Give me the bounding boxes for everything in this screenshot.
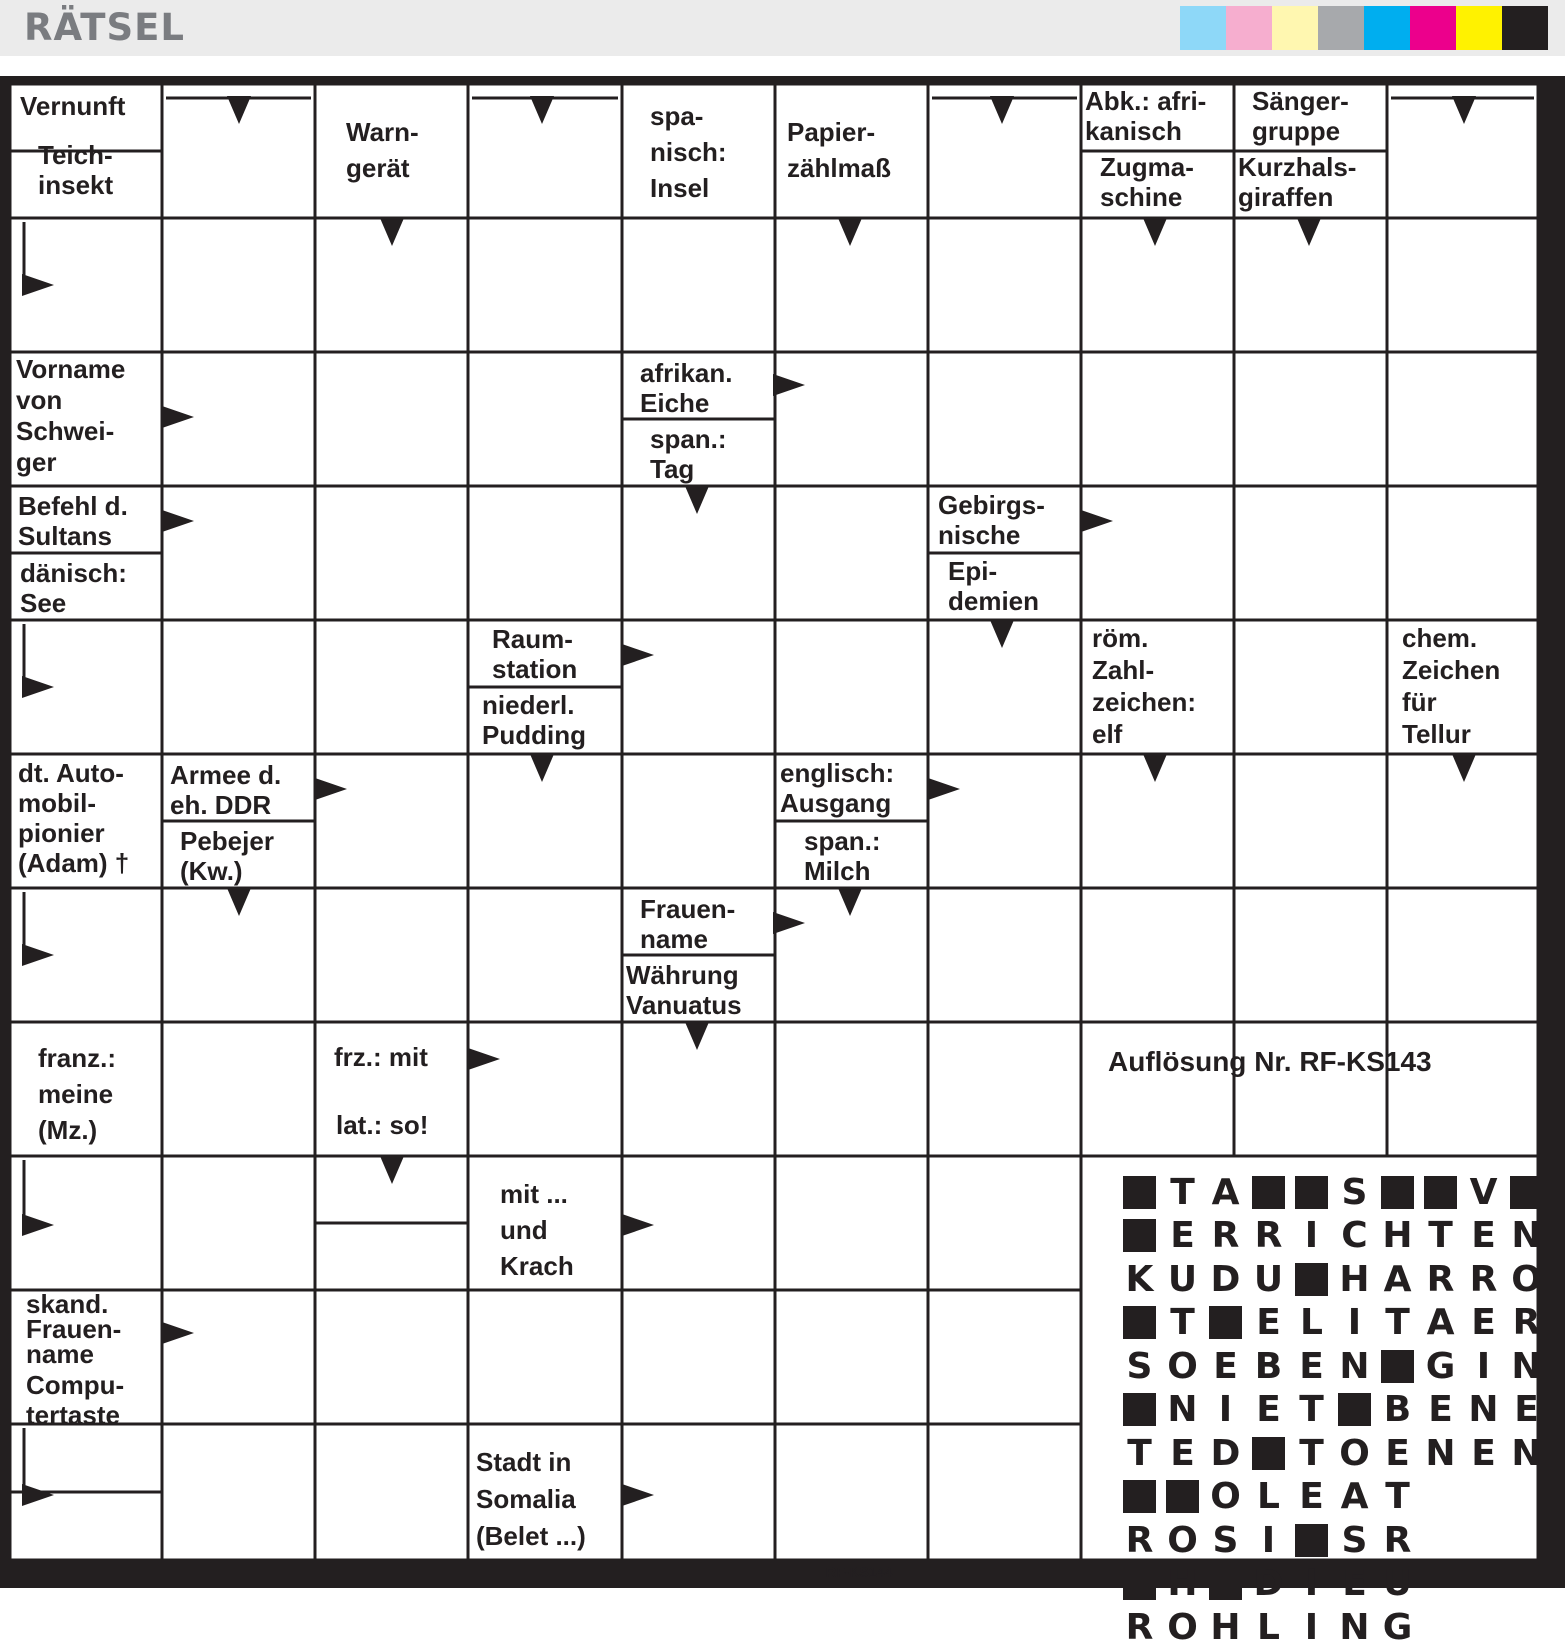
grid-cell[interactable]	[317, 354, 467, 485]
solution-letter: A	[1426, 1302, 1455, 1343]
solution-row	[1118, 1520, 1419, 1560]
grid-cell[interactable]	[930, 1426, 1080, 1559]
solution-letter: T	[1428, 1215, 1453, 1256]
solution-letter: N	[1167, 1389, 1198, 1430]
clue-teichinsekt: Teich- insekt	[38, 140, 114, 200]
clue-papierzaehlmass: Papier- zählmaß	[787, 117, 892, 183]
solution-letter: R	[1125, 1606, 1154, 1648]
color-swatch	[1180, 6, 1226, 50]
clue-afrikan-eiche: afrikan. Eiche	[640, 358, 733, 418]
solution-black-cell	[1118, 1390, 1161, 1430]
solution-black-cell	[1247, 1172, 1290, 1212]
clue-frz-mit: frz.: mit	[334, 1042, 428, 1072]
color-swatch	[1364, 6, 1410, 50]
clue-abk-afrikanisch: Abk.: afri- kanisch	[1085, 86, 1207, 146]
solution-letter: N	[1511, 1345, 1542, 1387]
grid-cell[interactable]	[777, 1426, 927, 1559]
arrow-right-icon	[773, 374, 805, 396]
color-swatch	[1502, 6, 1548, 50]
grid-cell[interactable]	[317, 1426, 467, 1559]
arrow-right-icon	[622, 1484, 654, 1506]
solution-row	[1118, 1564, 1419, 1604]
solution-letter: I	[1218, 1389, 1233, 1430]
solution-letter: T	[1299, 1389, 1324, 1430]
solution-letter: I	[1476, 1345, 1491, 1387]
grid-cell[interactable]	[470, 1024, 621, 1155]
arrow-down-icon	[838, 218, 862, 246]
arrow-right-icon	[22, 1484, 54, 1506]
grid-cell[interactable]	[317, 890, 467, 1021]
arrow-down-icon	[227, 96, 251, 124]
solution-letter: I	[1304, 1563, 1319, 1604]
clue-skand-frauenname: skand. Frauen- name	[26, 1289, 122, 1369]
solution-row	[1118, 1216, 1548, 1256]
arrow-down-icon	[380, 218, 404, 246]
arrow-down-icon	[530, 96, 554, 124]
grid-cell[interactable]	[1389, 220, 1537, 351]
grid-cell[interactable]	[1083, 354, 1233, 485]
solution-letter: R	[1383, 1519, 1412, 1561]
solution-letter: L	[1257, 1476, 1280, 1517]
solution-letter: D	[1210, 1432, 1241, 1474]
arrow-right-icon	[162, 1322, 194, 1344]
arrow-down-icon	[227, 888, 251, 916]
solution-letter: O	[1210, 1476, 1241, 1517]
grid-cell[interactable]	[317, 488, 467, 619]
grid-cell[interactable]	[1236, 354, 1386, 485]
solution-letter: H	[1339, 1258, 1370, 1300]
solution-letter: R	[1426, 1258, 1455, 1300]
grid-cell[interactable]	[1083, 890, 1233, 1021]
grid-cell[interactable]	[930, 756, 1080, 887]
grid-cell[interactable]	[624, 1292, 774, 1423]
solution-letter: T	[1299, 1432, 1324, 1474]
grid-cell[interactable]	[164, 1158, 314, 1289]
clue-warngeraet: Warn- gerät	[346, 117, 419, 183]
solution-letter: V	[1469, 1171, 1498, 1213]
solution-row	[1118, 1172, 1548, 1212]
clue-daenisch-see: dänisch: See	[20, 558, 127, 618]
grid-cell[interactable]	[1389, 1024, 1537, 1155]
grid-cell[interactable]	[164, 1426, 314, 1559]
solution-letter: N	[1511, 1432, 1542, 1474]
grid-cell[interactable]	[1389, 890, 1537, 1021]
solution-letter: E	[1299, 1345, 1324, 1387]
arrow-down-icon	[685, 1022, 709, 1050]
arrow-right-icon	[162, 406, 194, 428]
clue-befehl-sultans: Befehl d. Sultans	[18, 491, 128, 551]
solution-letter: R	[1254, 1215, 1283, 1256]
solution-black-cell	[1376, 1346, 1419, 1386]
solution-letter: T	[1127, 1432, 1152, 1474]
solution-black-cell	[1376, 1172, 1419, 1212]
arrow-down-icon	[838, 888, 862, 916]
solution-letter: S	[1212, 1519, 1239, 1561]
solution-black-cell	[1118, 1216, 1161, 1256]
solution-letter: L	[1257, 1606, 1280, 1648]
solution-letter: S	[1126, 1345, 1153, 1387]
clue-vernunft: Vernunft	[20, 91, 126, 121]
solution-row	[1118, 1390, 1548, 1430]
arrow-down-icon	[685, 486, 709, 514]
solution-letter: H	[1210, 1606, 1241, 1648]
grid-cell[interactable]	[164, 1024, 314, 1155]
arrow-down-icon	[1297, 218, 1321, 246]
solution-letter: E	[1256, 1302, 1281, 1343]
grid-cell[interactable]	[930, 1292, 1080, 1423]
grid-cell[interactable]	[1083, 1024, 1233, 1155]
solution-black-cell	[1118, 1303, 1161, 1343]
solution-letter: C	[1341, 1215, 1368, 1256]
solution-letter: U	[1167, 1258, 1198, 1300]
solution-letter: E	[1428, 1389, 1453, 1430]
clue-saengergruppe: Sänger- gruppe	[1252, 86, 1349, 146]
solution-letter: I	[1261, 1519, 1276, 1561]
grid-cell[interactable]	[164, 488, 314, 619]
arrow-right-icon	[622, 1214, 654, 1236]
solution-letter: R	[1512, 1302, 1541, 1343]
solution-letter: K	[1125, 1258, 1154, 1300]
grid-cell[interactable]	[930, 1158, 1080, 1289]
puzzle-code: RF-KS144	[826, 1564, 893, 1580]
grid-cell[interactable]	[164, 1292, 314, 1423]
solution-letter: N	[1339, 1345, 1370, 1387]
solution-letter: N	[1425, 1432, 1456, 1474]
arrow-right-icon	[315, 778, 347, 800]
page-header	[0, 0, 1565, 56]
arrow-down-icon	[380, 1156, 404, 1184]
clue-automobilpionier: dt. Auto- mobil- pionier (Adam) †	[18, 758, 130, 878]
solution-letter: B	[1254, 1345, 1283, 1387]
clue-chem-zeichen: chem. Zeichen für Tellur	[1402, 623, 1501, 749]
solution-letter: E	[1385, 1432, 1410, 1474]
arrow-right-icon	[22, 676, 54, 698]
grid-cell[interactable]	[317, 622, 467, 753]
solution-letter: O	[1167, 1519, 1198, 1561]
solution-letter: E	[1471, 1215, 1496, 1256]
grid-cell[interactable]	[624, 756, 774, 887]
solution-black-cell	[1290, 1172, 1333, 1212]
color-swatch	[1410, 6, 1456, 50]
grid-cell[interactable]	[930, 1024, 1080, 1155]
solution-letter: G	[1382, 1606, 1413, 1648]
arrow-right-icon	[22, 944, 54, 966]
clue-span-milch: span.: Milch	[804, 826, 881, 886]
solution-letter: O	[1167, 1606, 1198, 1648]
arrow-right-icon	[468, 1048, 500, 1070]
solution-row	[1118, 1607, 1419, 1647]
solution-letter: D	[1253, 1563, 1284, 1604]
solution-row	[1118, 1303, 1548, 1343]
clue-computertaste: Compu- tertaste	[26, 1370, 125, 1430]
grid-cell[interactable]	[1236, 622, 1386, 753]
solution-letter: R	[1211, 1215, 1240, 1256]
grid-cell[interactable]	[1389, 354, 1537, 485]
solution-letter: N	[1339, 1606, 1370, 1648]
solution-black-cell	[1204, 1564, 1247, 1604]
solution-letter: E	[1514, 1389, 1539, 1430]
solution-letter: R	[1125, 1519, 1154, 1561]
grid-cell[interactable]	[624, 220, 774, 351]
grid-cell[interactable]	[624, 622, 774, 753]
grid-cell[interactable]	[930, 890, 1080, 1021]
puzzle-frame	[0, 76, 1565, 1648]
grid-cell[interactable]	[1236, 488, 1386, 619]
grid-cell[interactable]	[1236, 890, 1386, 1021]
grid-cell[interactable]	[1083, 488, 1233, 619]
clue-spanisch-insel: spa- nisch: Insel	[650, 101, 727, 203]
solution-black-cell	[1118, 1172, 1161, 1212]
grid-cell[interactable]	[1236, 756, 1386, 887]
grid-cell[interactable]	[317, 756, 467, 887]
solution-black-cell	[1204, 1303, 1247, 1343]
solution-letter: T	[1385, 1476, 1410, 1517]
grid-cell[interactable]	[470, 1292, 621, 1423]
arrow-down-icon	[1452, 754, 1476, 782]
color-swatches	[1180, 6, 1548, 50]
grid-cell[interactable]	[777, 1158, 927, 1289]
page-title: RÄTSEL	[24, 6, 185, 49]
solution-letter: H	[1167, 1563, 1198, 1604]
arrow-right-icon	[1081, 510, 1113, 532]
solution-letter: U	[1253, 1258, 1284, 1300]
clue-zugmaschine: Zugma- schine	[1100, 152, 1194, 212]
clue-niederl-pudding: niederl. Pudding	[482, 690, 586, 750]
solution-row	[1118, 1477, 1419, 1517]
solution-letter: I	[1347, 1302, 1362, 1343]
clue-mit-und-krach: mit ... und Krach	[500, 1179, 574, 1281]
solution-letter: H	[1382, 1215, 1413, 1256]
color-swatch	[1318, 6, 1364, 50]
grid-cell[interactable]	[777, 622, 927, 753]
solution-letter: N	[1468, 1389, 1499, 1430]
solution-letter: E	[1256, 1389, 1281, 1430]
arrow-right-icon	[22, 274, 54, 296]
solution-letter: E	[1213, 1345, 1238, 1387]
clue-epidemien: Epi- demien	[948, 556, 1040, 616]
grid-cell[interactable]	[777, 1024, 927, 1155]
arrow-right-icon	[22, 1214, 54, 1236]
solution-letter: A	[1340, 1476, 1369, 1517]
solution-letter: E	[1170, 1432, 1195, 1474]
solution-letter: D	[1210, 1258, 1241, 1300]
solution-letter: B	[1383, 1389, 1412, 1430]
solution-letter: R	[1469, 1258, 1498, 1300]
arrow-down-icon	[1143, 754, 1167, 782]
solution-black-cell	[1118, 1477, 1161, 1517]
solution-letter: S	[1341, 1171, 1368, 1213]
solution-letter: A	[1383, 1258, 1412, 1300]
arrow-down-icon	[990, 96, 1014, 124]
arrow-down-icon	[990, 620, 1014, 648]
clue-frauenname: Frauen- name	[640, 894, 736, 954]
solution-letter: O	[1167, 1345, 1198, 1387]
solution-letter: E	[1299, 1476, 1324, 1517]
grid-cell[interactable]	[930, 354, 1080, 485]
solution-row	[1118, 1433, 1548, 1473]
solution-black-cell	[1505, 1172, 1548, 1212]
clue-englisch-ausgang: englisch: Ausgang	[780, 758, 895, 818]
color-swatch	[1456, 6, 1502, 50]
clue-stadt-somalia: Stadt in Somalia (Belet ...)	[476, 1447, 586, 1551]
solution-black-cell	[1247, 1433, 1290, 1473]
grid-cell[interactable]	[930, 220, 1080, 351]
clue-franz-meine: franz.: meine (Mz.)	[38, 1043, 116, 1145]
solution-black-cell	[1290, 1259, 1333, 1299]
grid-cell[interactable]	[470, 354, 621, 485]
clue-lat-so: lat.: so!	[336, 1110, 429, 1140]
solution-black-cell	[1118, 1564, 1161, 1604]
grid-cell[interactable]	[470, 890, 621, 1021]
arrow-right-icon	[622, 644, 654, 666]
arrow-right-icon	[773, 912, 805, 934]
grid-cell[interactable]	[164, 622, 314, 753]
arrow-right-icon	[928, 778, 960, 800]
solution-black-cell	[1333, 1390, 1376, 1430]
solution-row	[1118, 1259, 1548, 1299]
solution-black-cell	[1290, 1520, 1333, 1560]
clue-waehrung-vanuatus: Währung Vanuatus	[626, 960, 742, 1020]
arrow-down-icon	[530, 754, 554, 782]
grid-cell[interactable]	[164, 220, 314, 351]
solution-letter: E	[1342, 1563, 1367, 1604]
grid-cell[interactable]	[317, 1292, 467, 1423]
solution-letter: G	[1425, 1345, 1456, 1387]
clue-armee-ddr: Armee d. eh. DDR	[170, 760, 282, 820]
solution-letter: T	[1170, 1302, 1195, 1343]
color-swatch	[1226, 6, 1272, 50]
solution-letter: U	[1382, 1563, 1413, 1604]
grid-cell[interactable]	[777, 1292, 927, 1423]
clue-kurzhalsgiraffen: Kurzhals- giraffen	[1238, 152, 1357, 212]
solution-title: Auflösung Nr. RF-KS143	[1108, 1046, 1432, 1077]
solution-letter: T	[1385, 1302, 1410, 1343]
solution-letter: L	[1300, 1302, 1323, 1343]
clue-span-tag: span.: Tag	[650, 424, 727, 484]
clue-roem-zahlzeichen: röm. Zahl- zeichen: elf	[1092, 623, 1197, 749]
clue-pebejer: Pebejer (Kw.)	[180, 826, 274, 886]
solution-letter: I	[1304, 1215, 1319, 1256]
grid-cell[interactable]	[470, 220, 621, 351]
grid-cell[interactable]	[1389, 488, 1537, 619]
solution-black-cell	[1161, 1477, 1204, 1517]
grid-cell[interactable]	[777, 488, 927, 619]
grid-cell[interactable]	[470, 488, 621, 619]
arrow-down-icon	[1143, 218, 1167, 246]
clue-vorname-schweiger: Vorname von Schwei- ger	[16, 354, 126, 477]
solution-letter: O	[1511, 1258, 1542, 1300]
solution-letter: S	[1341, 1519, 1368, 1561]
solution-letter: T	[1170, 1171, 1195, 1213]
color-swatch	[1272, 6, 1318, 50]
solution-letter: E	[1471, 1302, 1496, 1343]
arrow-right-icon	[162, 510, 194, 532]
solution-letter: N	[1511, 1215, 1542, 1256]
clue-gebirgsnische: Gebirgs- nische	[938, 490, 1045, 550]
clue-raumstation: Raum- station	[492, 624, 578, 684]
solution-row	[1118, 1346, 1548, 1386]
solution-letter: I	[1304, 1606, 1319, 1648]
solution-letter: E	[1170, 1215, 1195, 1256]
solution-letter: A	[1211, 1171, 1240, 1213]
solution-letter: E	[1471, 1432, 1496, 1474]
solution-black-cell	[1419, 1172, 1462, 1212]
arrow-down-icon	[1452, 96, 1476, 124]
solution-letter: O	[1339, 1432, 1370, 1474]
grid-cell[interactable]	[1236, 1024, 1386, 1155]
